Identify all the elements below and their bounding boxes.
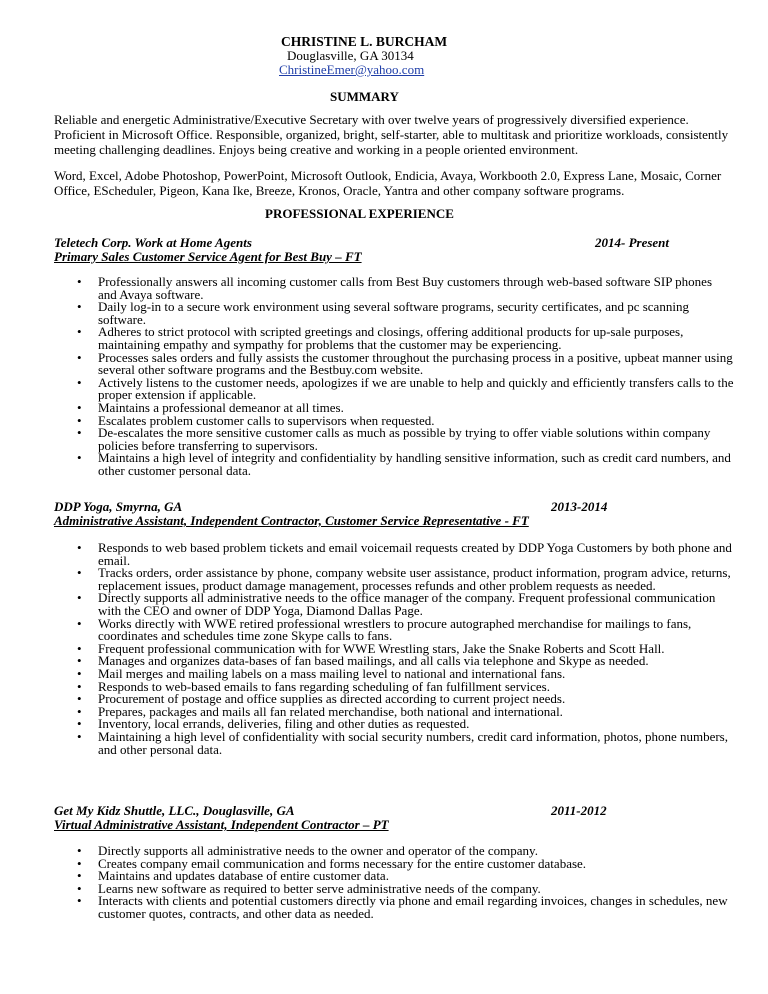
- job-header: [54, 500, 734, 528]
- list-item: • Directly supports all administrative needs to the office manager of the company. Frequent professional communication with the CEO and owner of DDP Yoga, Diamond Dallas Page.: [54, 592, 734, 617]
- summary-heading: SUMMARY: [330, 89, 399, 104]
- summary-text: Reliable and energetic Administrative/Executive Secretary with over twelve years of progressively diversified experience. Proficient in Microsoft Office. Responsible, organized, bright, self-starter, able to multitask and prioritize workloads, consistently meeting challenging deadlines. Enjoys being creative and working in a people oriented environment.: [54, 112, 729, 157]
- job-dates: 2011-2012: [551, 803, 607, 818]
- skills-paragraph: [54, 168, 734, 198]
- job-title: Primary Sales Customer Service Agent for Best Buy – FT: [54, 249, 362, 264]
- job-dates: 2013-2014: [551, 499, 608, 514]
- job-header: [54, 236, 734, 264]
- list-item: • Directly supports all administrative needs to the owner and operator of the company.: [54, 845, 734, 858]
- candidate-email-link[interactable]: ChristineEmer@yahoo.com: [279, 62, 425, 77]
- list-item: • Maintaining a high level of confidentiality with social security numbers, credit card information, photos, phone numbers, and other personal data.: [54, 731, 734, 756]
- list-item: • Responds to web based problem tickets and email voicemail requests created by DDP Yoga Customers by both phone and email.: [54, 542, 734, 567]
- experience-heading: PROFESSIONAL EXPERIENCE: [265, 206, 454, 221]
- list-item: • Creates company email communication and forms necessary for the entire customer database.: [54, 858, 734, 871]
- list-item: • Adheres to strict protocol with scripted greetings and closings, offering additional products for up-sale purposes, maintaining empathy and sympathy for problems that the customer may be experiencing.: [54, 326, 734, 351]
- list-item: • Frequent professional communication with for WWE Wrestling stars, Jake the Snake Roberts and Scott Hall.: [54, 643, 734, 656]
- job-company: Get My Kidz Shuttle, LLC., Douglasville, GA: [54, 803, 295, 818]
- job-bullet-list: [54, 276, 734, 478]
- list-item: • Maintains a professional demeanor at all times.: [54, 402, 734, 415]
- list-item: • Escalates problem customer calls to supervisors when requested.: [54, 415, 734, 428]
- list-item: • Mail merges and mailing labels on a mass mailing level to national and international fans.: [54, 668, 734, 681]
- list-item: • Procurement of postage and office supplies as directed according to current project needs.: [54, 693, 734, 706]
- list-item: • Professionally answers all incoming customer calls from Best Buy customers through web-based software SIP phones and Avaya software.: [54, 276, 734, 301]
- list-item: • Learns new software as required to better serve administrative needs of the company.: [54, 883, 734, 896]
- candidate-location: Douglasville, GA 30134: [287, 48, 414, 63]
- job-company: Teletech Corp. Work at Home Agents: [54, 235, 252, 250]
- list-item: • Works directly with WWE retired professional wrestlers to procure autographed merchandise for mailings to fans, coordinates and schedules time zone Skype calls to fans.: [54, 618, 734, 643]
- skills-text: Word, Excel, Adobe Photoshop, PowerPoint, Microsoft Outlook, Endicia, Avaya, Workbooth 2.0, Express Lane, Mosaic, Corner Office, EScheduler, Pigeon, Kana Ike, Breeze, Kronos, Oracle, Yantra and other company software programs.: [54, 168, 722, 198]
- list-item: • Prepares, packages and mails all fan related merchandise, both national and international.: [54, 706, 734, 719]
- list-item: • Maintains a high level of integrity and confidentiality by handling sensitive information, such as credit card numbers, and other customer personal data.: [54, 452, 734, 477]
- list-item: • Tracks orders, order assistance by phone, company website user assistance, product information, program advice, returns, replacement issues, product damage management, processes refunds and other problem requests as needed.: [54, 567, 734, 592]
- job-title: Virtual Administrative Assistant, Independent Contractor – PT: [54, 817, 389, 832]
- list-item: • Actively listens to the customer needs, apologizes if we are unable to help and quickly and efficiently transfers calls to the proper extension if applicable.: [54, 377, 734, 402]
- job-title: Administrative Assistant, Independent Contractor, Customer Service Representative - FT: [54, 513, 529, 528]
- list-item: • De-escalates the more sensitive customer calls as much as possible by trying to offer viable solutions within company policies before transferring to supervisors.: [54, 427, 734, 452]
- list-item: • Interacts with clients and potential customers directly via phone and email regarding invoices, changes in schedules, new customer quotes, contracts, and other data as needed.: [54, 895, 734, 920]
- list-item: • Processes sales orders and fully assists the customer throughout the purchasing process in a positive, upbeat manner using several other software programs and the Bestbuy.com website.: [54, 352, 734, 377]
- job-bullet-list: [54, 845, 734, 921]
- list-item: • Responds to web-based emails to fans regarding scheduling of fan fulfillment services.: [54, 681, 734, 694]
- list-item: • Manages and organizes data-bases of fan based mailings, and all calls via telephone and Skype as needed.: [54, 655, 734, 668]
- job-bullet-list: [54, 542, 734, 756]
- list-item: • Daily log-in to a secure work environment using several software programs, security certificates, and pc scanning software.: [54, 301, 734, 326]
- list-item: • Maintains and updates database of entire customer data.: [54, 870, 734, 883]
- job-company: DDP Yoga, Smyrna, GA: [54, 499, 183, 514]
- candidate-name: CHRISTINE L. BURCHAM: [281, 34, 448, 49]
- job-header: [54, 804, 734, 832]
- summary-paragraph: [54, 112, 734, 157]
- list-item: • Inventory, local errands, deliveries, filing and other duties as requested.: [54, 718, 734, 731]
- job-dates: 2014- Present: [595, 235, 670, 250]
